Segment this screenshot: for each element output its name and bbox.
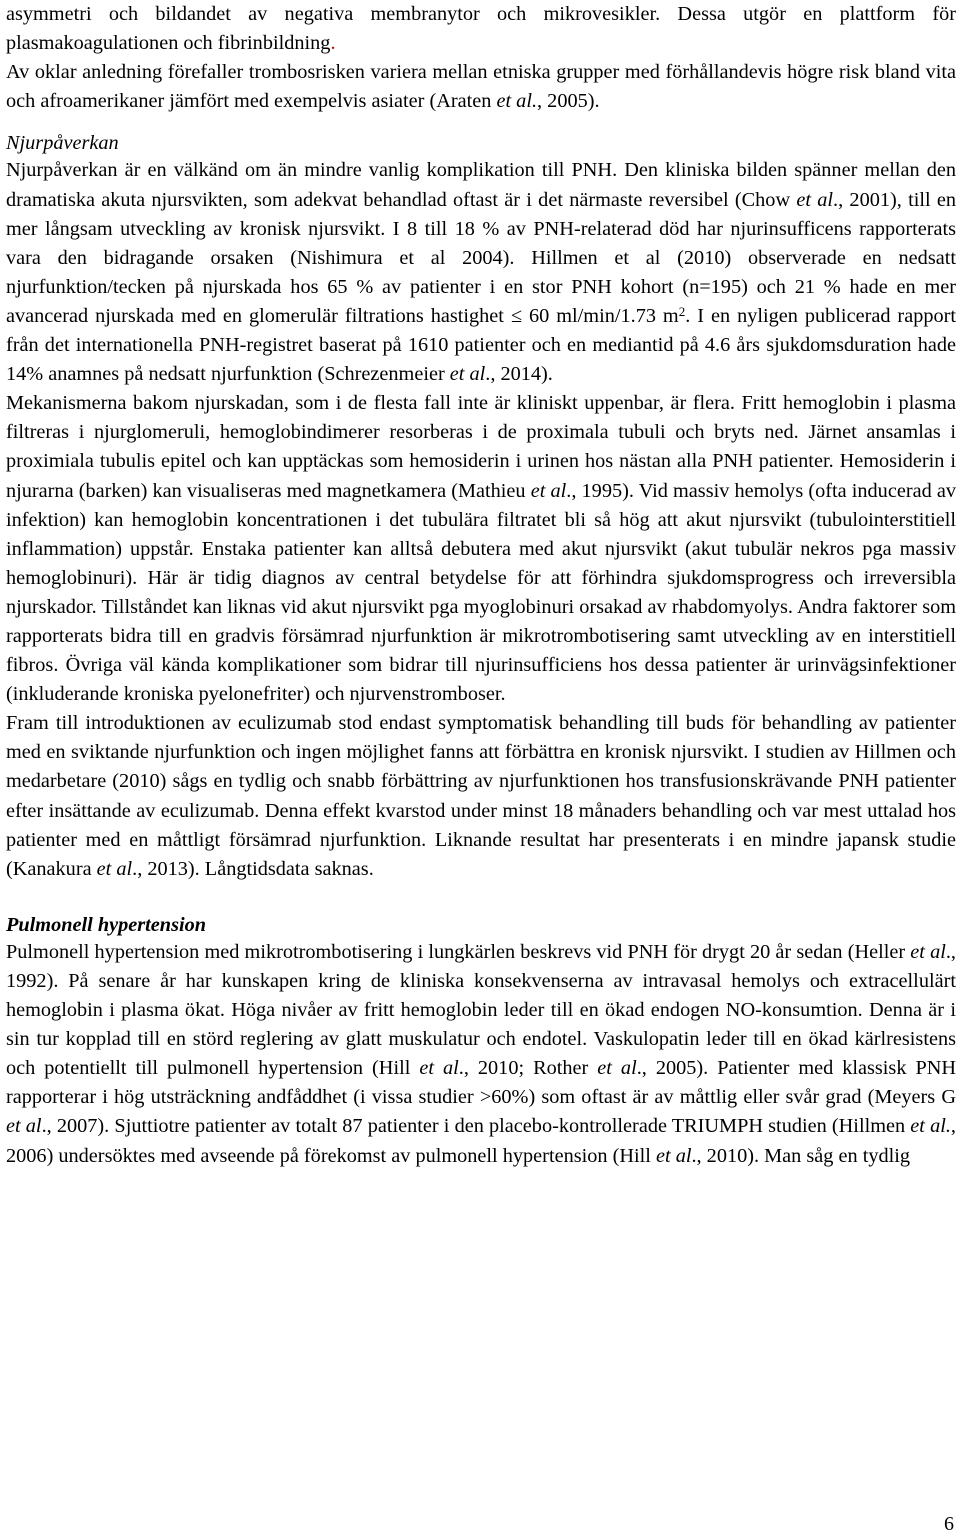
page-number: 6 [944,1513,954,1535]
heading-njurpaverkan: Njurpåverkan [6,132,119,155]
heading-pulmonell-hypertension: Pulmonell hypertension [6,913,207,936]
paragraph-renal-eculizumab: Fram till introduktionen av eculizumab stod endast symptomatisk behandling till buds för behandling av patienter med en sviktande njurfunktion och ingen möjlighet fanns att förbättra en kronisk njursvikt. I studien av Hillmen och medarbetare (2010) sågs en tydlig och snabb förbättring av njurfunktionen hos transfusionskrävande PNH patienter efter insättande av eculizumab. Denna effekt kvarstod under minst 18 månaders behandling och var mest uttalad hos patienter med en måttligt försämrad njurfunktion. Liknande resultat har presenterats i en mindre japansk studie (Kanakura et al., 2013). Långtidsdata saknas. [6,712,956,880]
document-page [6,0,956,1171]
tracked-change-mark: . [330,32,336,55]
paragraph-thrombosis-continued: asymmetri och bildandet av negativa membranytor och mikrovesikler. Dessa utgör en plattform för plasmakoagulationen och fibrinbildning. Av oklar anledning förefaller trombosrisken variera mellan etniska grupper med förhållandevis högre risk bland vita och afroamerikaner jämfört med exempelvis asiater (Araten et al., 2005). [6,3,956,113]
paragraph-pulmonary-hypertension: Pulmonell hypertension med mikrotrombotisering i lungkärlen beskrevs vid PNH för drygt 20 år sedan (Heller et al., 1992). På senare år har kunskapen kring de kliniska konsekvenserna av intravasal hemolys och extracellulärt hemoglobin i plasma ökat. Höga nivåer av fritt hemoglobin leder till en ökad endogen NO-konsumtion. Denna är i sin tur kopplad till en störd reglering av glatt muskulatur och endotel. Vaskulopatin leder till en ökad kärlresistens och potentiellt till pulmonell hypertension (Hill et al., 2010; Rother et al., 2005). Patienter med klassisk PNH rapporterar i hög utsträckning andfåddhet (i vissa studier >60%) som oftast är av måttlig eller svår grad (Meyers G et al., 2007). Sjuttiotre patienter av totalt 87 patienter i den placebo-kontrollerade TRIUMPH studien (Hillmen et al., 2006) undersöktes med avseende på förekomst av pulmonell hypertension (Hill et al., 2010). Man såg en tydlig [6,940,957,1167]
paragraph-renal-mechanisms: Mekanismerna bakom njurskadan, som i de flesta fall inte är kliniskt uppenbar, är flera. Fritt hemoglobin i plasma filtreras i njurglomeruli, hemoglobindimerer resorberas i de proximala tubuli och bryts ned. Järnet ansamlas i proximiala tubulis epitel och kan upptäckas som hemosiderin i urinen hos nästan alla PNH patienter. Hemosiderin i njurarna (barken) kan visualiseras med magnetkamera (Mathieu et al., 1995). Vid massiv hemolys (ofta inducerad av infektion) kan hemoglobin koncentrationen i det tubulära filtratet bli så hög att akut njursvikt (tubulointerstitiell inflammation) uppstår. Enstaka patienter kan alltså debutera med akut njursvikt (akut tubulär nekros pga massiv hemoglobinuri). Här är tidig diagnos av central betydelse för att förhindra sjukdomsprogress och irreversibla njurskador. Tillståndet kan liknas vid akut njursvikt pga myoglobinuri orsakad av rhabdomyolys. Andra faktorer som rapporterats bidra till en gradvis försämrad njurfunktion är mikrotrombotisering samt utveckling av en interstitiell fibros. Övriga väl kända komplikationer som bidrar till njurinsufficiens hos dessa patienter är urinvägsinfektioner (inkluderande kroniska pyelonefriter) och njurvenstromboser. [6,392,956,706]
paragraph-renal-intro: Njurpåverkan är en välkänd om än mindre vanlig komplikation till PNH. Den kliniska bilden spänner mellan den dramatiska akuta njursvikten, som adekvat behandlad oftast är i det närmaste reversibel (Chow et al., 2001), till en mer långsam utveckling av kronisk njursvikt. I 8 till 18 % av PNH-relaterad död har njurinsufficens rapporterats vara den bidragande orsaken (Nishimura et al 2004). Hillmen et al (2010) observerade en nedsatt njurfunktion/tecken på njurskada hos 65 % av patienter i en stor PNH kohort (n=195) och 21 % hade en mer avancerad njurskada med en glomerulär filtrations hastighet ≤ 60 ml/min/1.73 $m^2$. I en nyligen publicerad rapport från det internationella PNH-registret baserat på 1610 patienter och en mediantid på 4.6 års sjukdomsduration hade 14% anamnes på nedsatt njurfunktion (Schrezenmeier et al., 2014). [6,159,957,386]
